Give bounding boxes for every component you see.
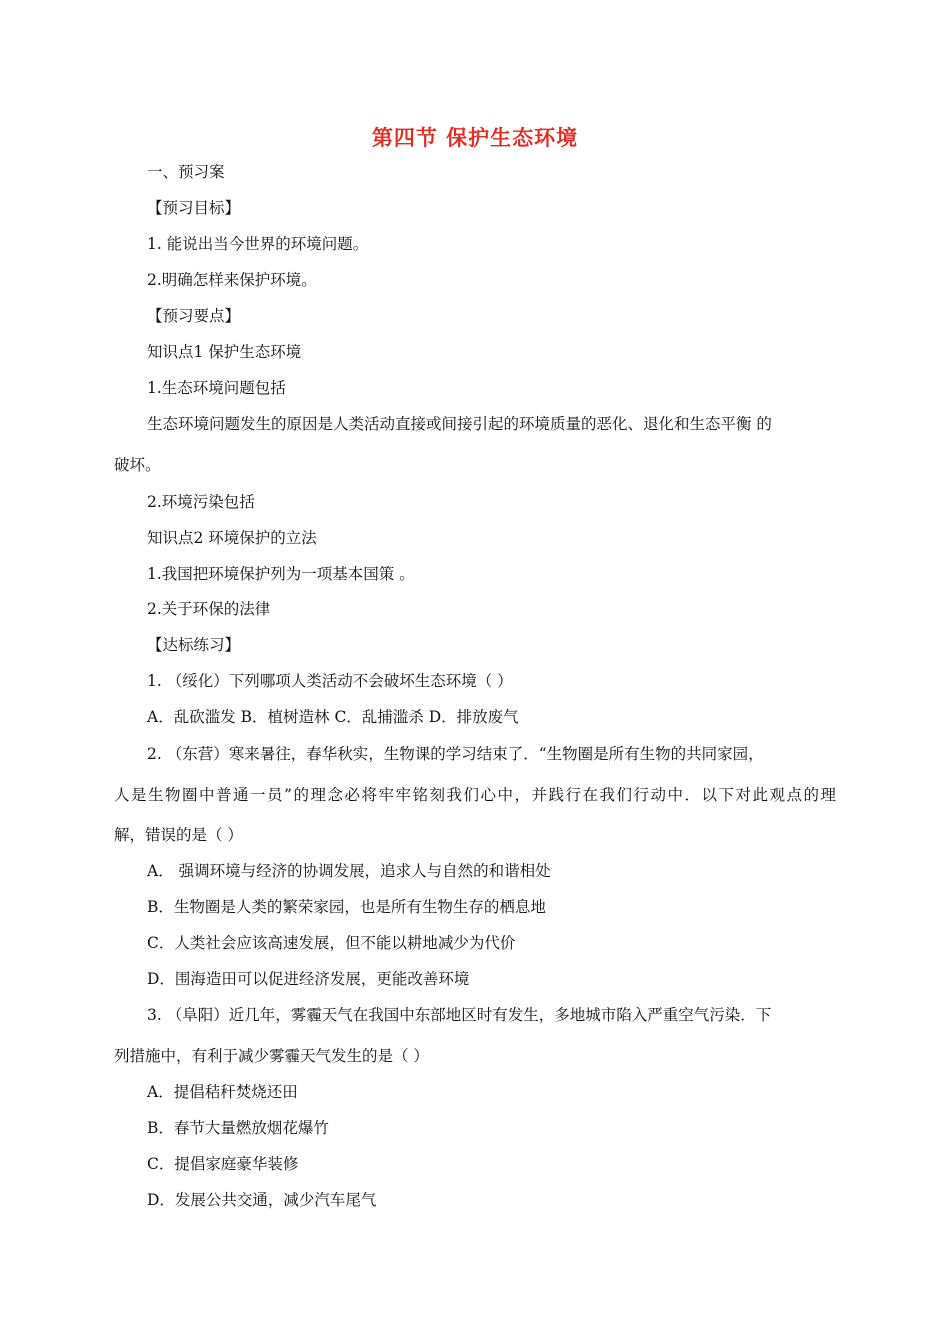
goal-item: 2.明确怎样来保护环境。 bbox=[147, 271, 317, 289]
knowledge-point-1-title: 知识点1 保护生态环境 bbox=[147, 343, 302, 361]
question-2-option: D．围海造田可以促进经济发展，更能改善环境 bbox=[147, 970, 470, 988]
question-3-option: A．提倡秸秆焚烧还田 bbox=[147, 1083, 298, 1101]
question-2-stem: 解，错误的是（ ） bbox=[114, 826, 243, 844]
paragraph-line: 破坏。 bbox=[114, 456, 161, 474]
knowledge-point-1-item: 1.生态环境问题包括 bbox=[147, 379, 286, 397]
page-title: 第四节 保护生态环境 bbox=[371, 126, 579, 150]
goal-item: 1. 能说出当今世界的环境问题。 bbox=[147, 235, 369, 253]
question-2-option: C．人类社会应该高速发展，但不能以耕地减少为代价 bbox=[147, 934, 516, 952]
goals-header: 【预习目标】 bbox=[147, 199, 241, 217]
question-3-option: C．提倡家庭豪华装修 bbox=[147, 1155, 299, 1173]
question-2-stem: 2. （东营）寒来暑往，春华秋实，生物课的学习结束了．“生物圈是所有生物的共同家园， bbox=[147, 745, 764, 763]
paragraph-line: 生态环境问题发生的原因是人类活动直接或间接引起的环境质量的恶化、退化和生态平衡 的 bbox=[147, 415, 772, 433]
question-3-option: D．发展公共交通，减少汽车尾气 bbox=[147, 1191, 377, 1209]
knowledge-point-1-item: 2.环境污染包括 bbox=[147, 493, 255, 511]
knowledge-point-2-item: 1.我国把环境保护列为一项基本国策 。 bbox=[147, 565, 415, 583]
question-2-stem: 人是生物圈中普通一员”的理念必将牢牢铭刻我们心中，并践行在我们行动中．以下对此观点的理 bbox=[114, 786, 836, 804]
question-1-options: A．乱砍滥发 B．植树造林 C．乱捕滥杀 D．排放废气 bbox=[147, 708, 519, 726]
section-heading: 一、预习案 bbox=[147, 163, 225, 181]
question-3-stem: 3. （阜阳）近几年，雾霾天气在我国中东部地区时有发生，多地城市陷入严重空气污染．下 bbox=[147, 1006, 772, 1024]
practice-header: 【达标练习】 bbox=[147, 636, 241, 654]
knowledge-point-2-item: 2.关于环保的法律 bbox=[147, 600, 271, 618]
question-3-stem: 列措施中，有利于减少雾霾天气发生的是（ ） bbox=[114, 1047, 429, 1065]
points-header: 【预习要点】 bbox=[147, 307, 241, 325]
question-2-option: B．生物圈是人类的繁荣家园，也是所有生物生存的栖息地 bbox=[147, 898, 546, 916]
question-2-option: A． 强调环境与经济的协调发展，追求人与自然的和谐相处 bbox=[147, 862, 551, 880]
question-3-option: B．春节大量燃放烟花爆竹 bbox=[147, 1119, 329, 1137]
knowledge-point-2-title: 知识点2 环境保护的立法 bbox=[147, 529, 317, 547]
question-1-stem: 1. （绥化）下列哪项人类活动不会破坏生态环境（ ） bbox=[147, 672, 513, 690]
